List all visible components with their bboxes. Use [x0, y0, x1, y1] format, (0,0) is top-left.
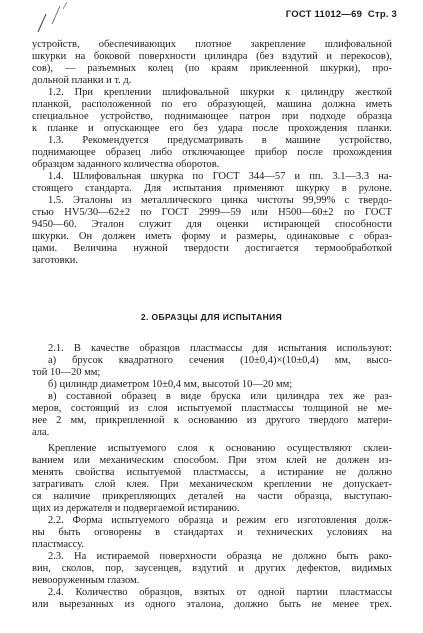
text-line: сов), — разъемных колец (по краям приклеенной шкурки), про-: [32, 63, 392, 74]
text-line: дольной планки и т. д.: [32, 75, 132, 86]
text-line: 2.3. На истираемой поверхности образца не должно быть рако-: [48, 551, 392, 562]
text-line: или вырезанных из одного эталона, должно быть не менее трех.: [32, 599, 392, 610]
text-line: б) цилиндр диаметром 10±0,4 мм, высотой 10—20 мм;: [48, 379, 293, 390]
text-line: в) составной образец в виде бруска или цилиндра тех же раз-: [48, 391, 392, 402]
text-line: щих из держателя и подвергаемой истиранию.: [32, 503, 240, 514]
text-line: поднимающее образец либо отключающее прибор после прохождения: [32, 147, 392, 158]
text-line: шкурки. Он должен иметь форму и размеры, одинаковые с образ-: [32, 231, 392, 242]
text-line: 9450—60. Эталон служит для оценки истирающей способности: [32, 219, 392, 230]
text-line: той 10—20 мм;: [32, 367, 101, 378]
text-line: 1.2. При креплении шлифовальной шкурки к цилиндру жесткой: [48, 87, 392, 98]
text-line: устройств, обеспечивающих плотное закрепление шлифовальной: [32, 39, 392, 50]
text-line: вин, сколов, пор, заусенцев, вздутий и других дефектов, видимых: [32, 563, 392, 574]
text-line: невооруженным глазом.: [32, 575, 140, 586]
text-line: 2.4. Количество образцов, взятых от одной партии пластмассы: [48, 587, 392, 598]
page-header: [283, 9, 397, 20]
text-line: меров, состоящий из слоя испытуемой пластмассы толщиной не ме-: [32, 403, 392, 414]
page-number: Стр. 3: [367, 9, 397, 20]
text-line: шкурки на боковой поверхности цилиндра (без вздутий и перекосов),: [32, 51, 392, 62]
text-line: а) брусок квадратного сечения (10±0,4)×(10±0,4) мм, высо-: [48, 355, 392, 366]
text-line: стью НV5/30—62±2 по ГОСТ 2999—59 или Н500—60±2 по ГОСТ: [32, 207, 392, 218]
text-line: пластмассу.: [32, 539, 85, 550]
text-line: 2.1. В качестве образцов пластмассы для испытания используют:: [48, 343, 392, 354]
text-line: 1.5. Эталоны из металлического цинка чистоты 99,99% с твердо-: [48, 195, 392, 206]
text-line: Крепление испытуемого слоя к основанию осуществляют склеи-: [48, 443, 392, 454]
text-line: затрагивать слой клея. При механическом креплении не допускает-: [32, 479, 392, 490]
text-line: 2.2. Форма испытуемого образца и режим его изготовления долж-: [48, 515, 392, 526]
text-line: менять свойства испытуемой пластмассы, а истирание не должно: [32, 467, 392, 478]
text-line: образцом заданного количества оборотов.: [32, 159, 220, 170]
text-line: заготовки.: [32, 255, 78, 266]
text-line: ся наличие прикрепляющих деталей на части образца, выступаю-: [32, 491, 392, 502]
text-line: ала.: [32, 427, 50, 438]
text-line: нее 2 мм, прикрепленной к основанию из другого твердого матери-: [32, 415, 392, 426]
text-line: ны быть оговорены в стандартах и технических условиях на: [32, 527, 392, 538]
text-line: стоящего стандарта. Для испытания применяют шкурку в рулоне.: [32, 183, 392, 194]
text-line: цами. Величина нужной твердости достигается термообработкой: [32, 243, 392, 254]
text-line: 1.4. Шлифовальная шкурка по ГОСТ 344—57 и пп. 3.1—3.3 на-: [48, 171, 392, 182]
text-line: планкой, расположенной по его образующей, машина должна иметь: [32, 99, 392, 110]
section-heading: 2. ОБРАЗЦЫ ДЛЯ ИСПЫТАНИЯ: [140, 312, 283, 322]
text-line: 1.3. Рекомендуется предусматривать в машине устройство,: [48, 135, 392, 146]
text-line: ванием или механическим способом. При этом клей не должен из-: [32, 455, 392, 466]
standard-number: ГОСТ 11012—69: [285, 9, 363, 20]
text-line: к планке и опускающее его без удара после прохождения планки.: [32, 123, 392, 134]
text-line: специальное устройство, поднимающее патрон при подходе образца: [32, 111, 392, 122]
